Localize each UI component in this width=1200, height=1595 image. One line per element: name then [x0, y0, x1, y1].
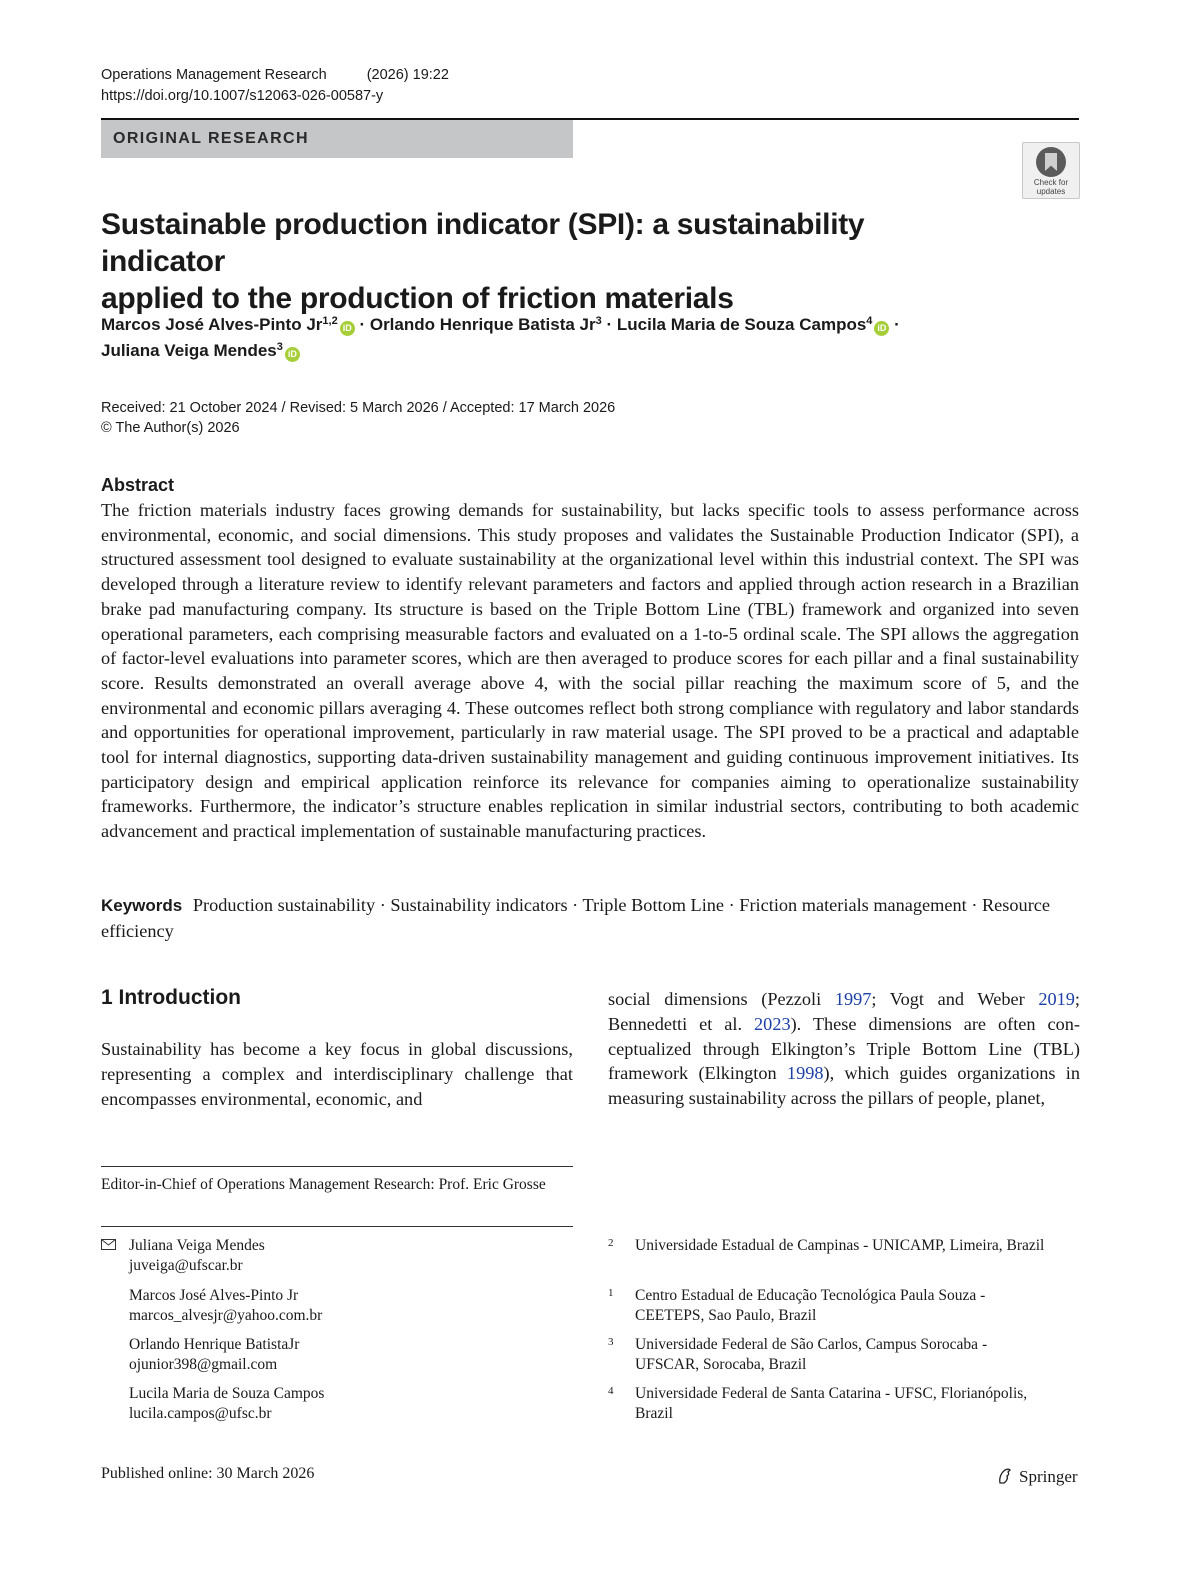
author-affiliation: 3 — [276, 341, 283, 353]
author-separator: · — [894, 315, 900, 334]
check-for-updates-button[interactable] — [1022, 142, 1080, 199]
keyword: Production sustainability — [192, 895, 376, 915]
envelope-icon — [101, 1239, 116, 1250]
springer-horse-icon — [996, 1467, 1014, 1485]
article-history — [101, 398, 615, 438]
keyword: Sustainability indicators — [390, 895, 568, 915]
intro-left-column: Sustainability has become a key focus in global discussions, representing a complex and interdisciplinary challenge that encompasses environmental, economic, and — [101, 1039, 573, 1109]
copyright: © The Author(s) 2026 — [101, 420, 240, 436]
correspondence-entry: Marcos José Alves-Pinto Jr marcos_alvesjr@yahoo.com.br — [129, 1287, 323, 1324]
section-heading: 1 Introduction — [101, 986, 241, 1009]
author-name: Orlando Henrique Batista Jr — [369, 315, 596, 334]
keywords: Keywords Production sustainability · Sustainability indicators · Triple Bottom Line · Friction materials management · Resource efficiency — [101, 895, 1051, 941]
publisher-logo — [996, 1467, 1078, 1487]
author-separator: · — [359, 315, 366, 334]
abstract-text: The friction materials industry faces growing demands for sustainability, but lacks specific tools to assess performance across environmental, economic, and social dimensions. This study proposes and validates the Sustainable Production Indicator (SPI), a structured assessment tool designed to evaluate sustainability at the organizational level within this industrial context. The SPI was developed through a literature review to identify relevant parameters and factors and applied through action research in a Brazilian brake pad manufacturing company. Its structure is based on the Triple Bottom Line (TBL) framework and organized into seven operational parameters, each comprising measurable factors and evaluated on a 1-to-5 ordinal scale. The SPI allows the aggregation of factor-level evaluations into parameter scores, which are then averaged to produce scores for each pillar and a final sustainability score. Results demonstrated an overall average above 4, with the social pillar reaching the maximum score of 5, and the environmental and economic pillars averaging 4. These outcomes reflect both strong compliance with regulatory and labor standards and opportunities for operational improvement, particularly in raw material usage. The SPI proved to be a practical and adaptable tool for internal diagnostics, supporting data-driven sustainability management and guiding continuous improvement initiatives. Its participatory design and empirical application reinforce its relevance for companies aiming to operationalize sustainability frameworks. Furthermore, the indicator’s structure enables replication in similar industrial sectors, contributing to both academic advancement and practical implementation of sustainable manufacturing practices. — [101, 500, 1079, 842]
editor-note: Editor-in-Chief of Operations Management Research: Prof. Eric Grosse — [101, 1176, 546, 1193]
correspondence-entry: Orlando Henrique BatistaJr ojunior398@gmail.com — [129, 1336, 300, 1373]
running-header — [101, 65, 449, 107]
keyword: Triple Bottom Line — [582, 895, 725, 915]
orcid-icon[interactable]: iD — [285, 347, 300, 362]
footnote-rule — [101, 1226, 573, 1227]
correspondence-entry: Juliana Veiga Mendes juveiga@ufscar.br — [129, 1237, 265, 1274]
correspondence-entry: Lucila Maria de Souza Campos lucila.campos@ufsc.br — [129, 1385, 325, 1422]
author-affiliation: 4 — [866, 315, 873, 327]
citation-link[interactable]: 1997 — [834, 989, 872, 1009]
keywords-label: Keywords — [101, 896, 183, 915]
keyword: Friction materials management — [739, 895, 967, 915]
check-for-updates-label: Check for updates — [1033, 178, 1069, 196]
author-affiliation: 3 — [595, 315, 602, 327]
author-name: Juliana Veiga Mendes — [101, 341, 277, 360]
article-type-label: ORIGINAL RESEARCH — [113, 130, 309, 147]
doi-link[interactable]: https://doi.org/10.1007/s12063-026-00587-y — [101, 88, 384, 104]
email-link[interactable]: juveiga@ufscar.br — [129, 1257, 243, 1274]
citation-link[interactable]: 2023 — [754, 1013, 791, 1034]
orcid-icon[interactable]: iD — [340, 321, 355, 336]
publisher-name: Springer — [1019, 1467, 1078, 1486]
author-list — [101, 312, 1001, 364]
abstract-heading: Abstract — [101, 475, 175, 495]
published-date: Published online: 30 March 2026 — [101, 1465, 315, 1482]
citation-link[interactable]: 1998 — [786, 1063, 824, 1084]
author-name: Lucila Maria de Souza Campos — [616, 315, 867, 334]
footnote-rule — [101, 1166, 573, 1167]
history-dates: Received: 21 October 2024 / Revised: 5 March 2026 / Accepted: 17 March 2026 — [101, 400, 616, 416]
email-link[interactable]: marcos_alvesjr@yahoo.com.br — [129, 1307, 323, 1324]
bookmark-icon — [1036, 147, 1066, 177]
citation-link[interactable]: 2019 — [1038, 989, 1075, 1009]
volume-info: (2026) 19:22 — [366, 67, 449, 83]
article-title: Sustainable production indicator (SPI): a sustainability indicator applied to the production of friction materials — [101, 208, 865, 315]
author-separator: · — [606, 315, 613, 334]
journal-name: Operations Management Research — [101, 67, 327, 83]
author-name: Marcos José Alves-Pinto Jr — [101, 315, 323, 334]
email-link[interactable]: ojunior398@gmail.com — [129, 1356, 278, 1373]
keyword: Resource efficiency — [101, 895, 1051, 941]
article-type-banner — [101, 120, 573, 158]
orcid-icon[interactable]: iD — [874, 321, 889, 336]
intro-right-column: social dimensions (Pezzoli 1997; Vogt and Weber 2019; Bennedetti et al. 2023). These dimensions are often conceptualized through Elkington’s Triple Bottom Line (TBL) framework (Elkington 1998), which guides organizations in measuring sustainability across the pillars of people, planet, — [608, 989, 1080, 1109]
author-affiliation: 1,2 — [322, 315, 338, 327]
email-link[interactable]: lucila.campos@ufsc.br — [129, 1405, 272, 1422]
